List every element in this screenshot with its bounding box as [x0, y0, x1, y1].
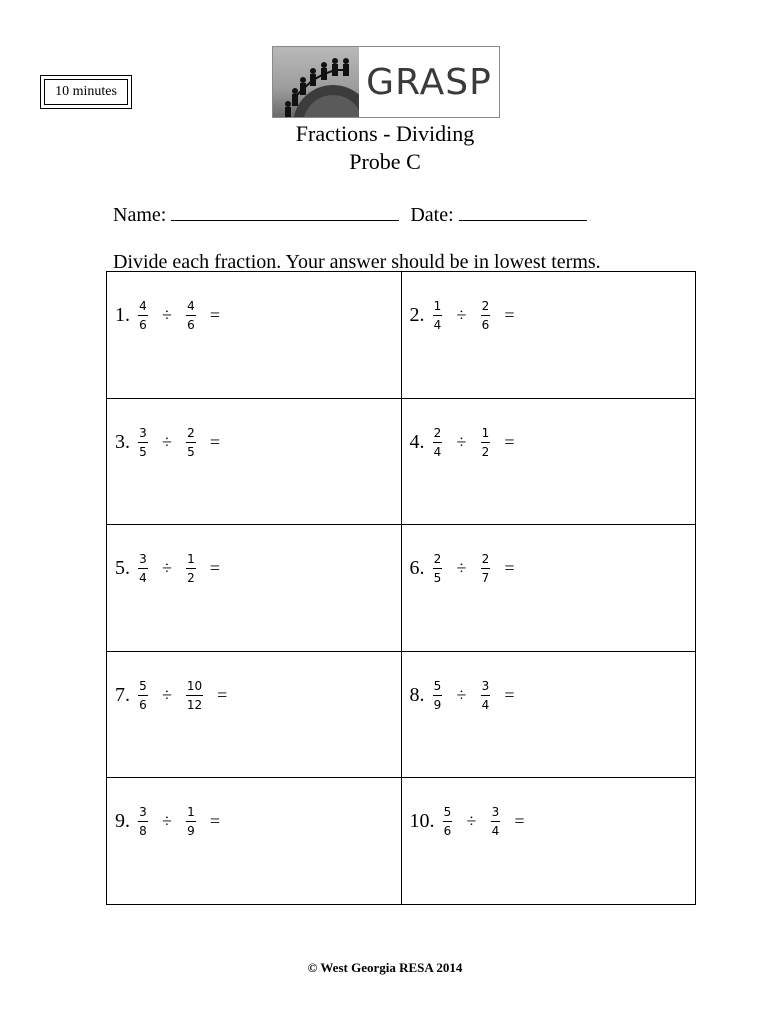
denominator: 9	[187, 824, 195, 838]
time-limit-label: 10 minutes	[55, 84, 117, 99]
divisor-fraction	[186, 680, 203, 711]
numerator: 3	[481, 680, 491, 696]
denominator: 5	[139, 444, 147, 459]
denominator: 8	[139, 824, 147, 838]
divide-sign: ÷	[162, 305, 172, 325]
numerator: 3	[138, 553, 148, 569]
dividend-fraction	[138, 553, 148, 584]
denominator: 5	[433, 571, 442, 585]
divisor-fraction	[480, 300, 490, 331]
divide-sign: ÷	[162, 811, 172, 831]
denominator: 6	[139, 318, 147, 332]
numerator: 2	[433, 553, 443, 569]
divide-sign: ÷	[162, 431, 172, 452]
divide-sign: ÷	[456, 305, 467, 325]
problem-cell[interactable]	[107, 272, 402, 399]
problem-cell[interactable]	[401, 398, 696, 525]
denominator: 6	[481, 318, 490, 332]
denominator: 4	[491, 824, 500, 838]
divisor-fraction	[186, 553, 196, 584]
instructions-text: Divide each fraction. Your answer should be in lowest terms.	[113, 251, 601, 273]
equals-sign: =	[209, 811, 221, 831]
divide-sign: ÷	[466, 811, 477, 831]
copyright-footer: © West Georgia RESA 2014	[307, 960, 463, 975]
numerator: 1	[481, 427, 491, 443]
dividend-fraction	[433, 553, 443, 584]
numerator: 10	[186, 680, 203, 696]
dividend-fraction	[138, 300, 148, 331]
numerator: 1	[433, 300, 443, 316]
problem-number: 7.	[115, 683, 130, 706]
divisor-fraction	[186, 427, 196, 458]
numerator: 2	[433, 427, 443, 443]
problem-9	[115, 806, 220, 837]
problem-4	[410, 427, 515, 458]
problem-grid	[106, 271, 696, 905]
problem-number: 1.	[115, 304, 130, 326]
problem-cell[interactable]	[401, 651, 696, 778]
numerator: 1	[186, 553, 196, 569]
problem-5	[115, 553, 220, 584]
denominator: 2	[187, 571, 195, 585]
date-field[interactable]	[459, 202, 587, 221]
numerator: 4	[186, 300, 196, 316]
divisor-fraction	[480, 680, 490, 711]
name-label: Name:	[113, 204, 167, 226]
date-label: Date:	[410, 204, 454, 226]
equals-sign: =	[209, 431, 221, 452]
numerator: 5	[443, 806, 453, 822]
dividend-fraction	[138, 427, 148, 458]
denominator: 4	[139, 571, 147, 585]
problem-10	[410, 806, 525, 837]
problem-number: 9.	[115, 810, 130, 832]
dividend-fraction	[433, 427, 443, 458]
equals-sign: =	[217, 684, 228, 705]
denominator: 7	[481, 571, 490, 585]
page-subtitle: Probe C	[349, 149, 421, 174]
numerator: 5	[138, 680, 148, 696]
denominator: 2	[481, 444, 490, 459]
divide-sign: ÷	[162, 684, 172, 705]
name-date-row	[113, 202, 587, 227]
numerator: 4	[138, 300, 148, 316]
divide-sign: ÷	[456, 558, 467, 578]
divisor-fraction	[480, 427, 490, 458]
numerator: 5	[433, 680, 443, 696]
denominator: 4	[433, 444, 442, 459]
denominator: 6	[443, 824, 452, 838]
people-circle-icon	[273, 47, 359, 117]
time-limit-inner-border	[44, 79, 128, 105]
problem-3	[115, 427, 220, 458]
equals-sign: =	[209, 558, 221, 578]
divisor-fraction	[480, 553, 490, 584]
numerator: 3	[138, 427, 148, 443]
dividend-fraction	[433, 680, 443, 711]
problem-cell[interactable]	[107, 398, 402, 525]
page-title: Fractions - Dividing	[295, 121, 475, 146]
equals-sign: =	[504, 558, 515, 578]
divide-sign: ÷	[162, 558, 172, 578]
denominator: 9	[433, 697, 442, 712]
divide-sign: ÷	[456, 684, 467, 705]
problem-number: 4.	[409, 430, 425, 453]
problem-6	[410, 553, 515, 584]
logo-text: GRASP	[366, 61, 492, 103]
divisor-fraction	[490, 806, 500, 837]
numerator: 1	[186, 806, 196, 822]
denominator: 6	[139, 697, 147, 712]
name-field[interactable]	[171, 202, 399, 221]
numerator: 2	[186, 427, 196, 443]
problem-8	[410, 680, 515, 711]
problem-cell[interactable]	[401, 778, 696, 905]
problem-number: 10.	[409, 810, 435, 832]
denominator: 5	[187, 444, 195, 459]
time-limit-box	[40, 75, 132, 109]
denominator: 12	[186, 697, 203, 712]
logo-image	[273, 47, 359, 117]
divide-sign: ÷	[456, 431, 467, 452]
problem-2	[410, 300, 515, 331]
problem-7	[115, 680, 227, 711]
equals-sign: =	[504, 305, 515, 325]
grasp-logo	[272, 46, 500, 118]
dividend-fraction	[138, 680, 148, 711]
denominator: 4	[481, 697, 490, 712]
dividend-fraction	[443, 806, 453, 837]
problem-number: 5.	[115, 557, 130, 579]
equals-sign: =	[504, 431, 515, 452]
problem-number: 3.	[115, 430, 130, 453]
divisor-fraction	[186, 806, 196, 837]
denominator: 4	[433, 318, 442, 332]
numerator: 2	[481, 300, 491, 316]
dividend-fraction	[433, 300, 443, 331]
divisor-fraction	[186, 300, 196, 331]
problem-cell[interactable]	[401, 272, 696, 399]
numerator: 3	[138, 806, 148, 822]
equals-sign: =	[504, 684, 515, 705]
denominator: 6	[187, 318, 195, 332]
dividend-fraction	[138, 806, 148, 837]
problem-cell[interactable]	[401, 525, 696, 652]
problem-number: 8.	[409, 683, 425, 706]
numerator: 2	[481, 553, 491, 569]
equals-sign: =	[514, 811, 525, 831]
problem-number: 6.	[409, 557, 425, 579]
equals-sign: =	[209, 305, 221, 325]
problem-cell[interactable]	[107, 525, 402, 652]
problem-1	[115, 300, 220, 331]
problem-cell[interactable]	[107, 778, 402, 905]
numerator: 3	[491, 806, 501, 822]
problem-number: 2.	[409, 304, 425, 326]
problem-cell[interactable]	[107, 651, 402, 778]
